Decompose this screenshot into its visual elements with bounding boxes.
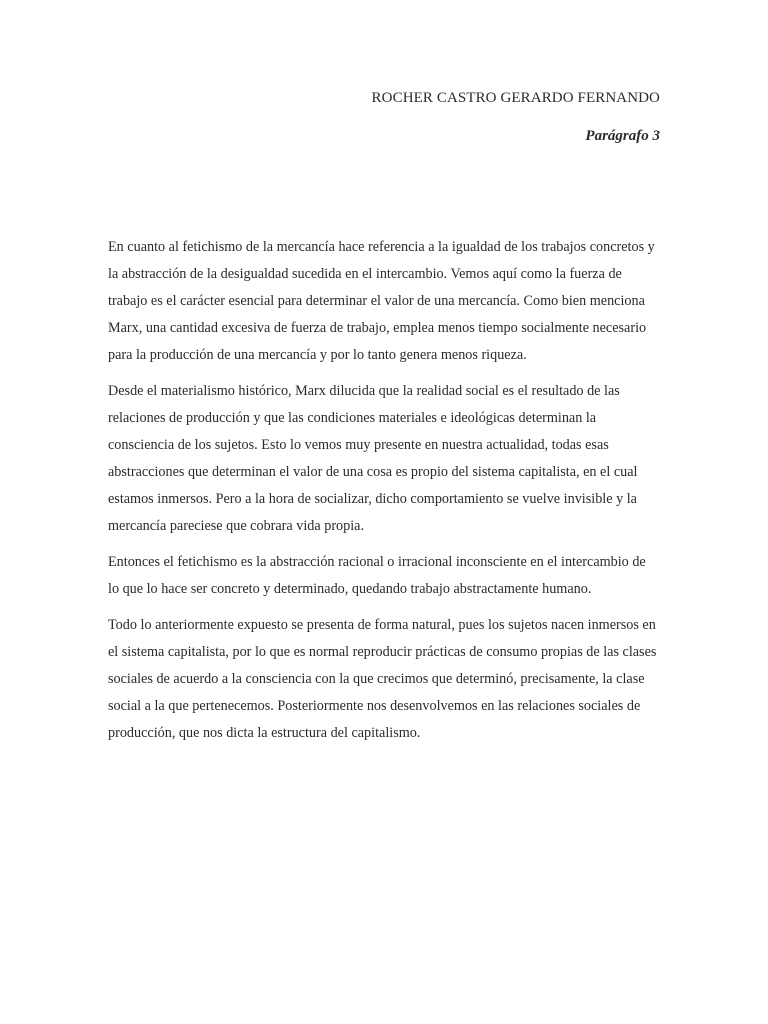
paragraph-1: En cuanto al fetichismo de la mercancía hace referencia a la igualdad de los trabajos concretos y la abstracción de la desigualdad sucedida en el intercambio. Vemos aquí como la fuerza de trabajo es el carácter esencial para determinar el valor de una mercancía. Como bien menciona Marx, una cantidad excesiva de fuerza de trabajo, emplea menos tiempo socialmente necesario para la producción de una mercancía y por lo tanto genera menos riqueza.	[108, 239, 655, 363]
paragraph-3: Entonces el fetichismo es la abstracción racional o irracional inconsciente en el intercambio de lo que lo hace ser concreto y determinado, quedando trabajo abstractamente humano.	[108, 554, 646, 597]
author-name: ROCHER CASTRO GERARDO FERNANDO	[371, 90, 660, 106]
paragraph-2: Desde el materialismo histórico, Marx dilucida que la realidad social es el resultado de las relaciones de producción y que las condiciones materiales e ideológicas determinan la consciencia de los sujetos. Esto lo vemos muy presente en nuestra actualidad, todas esas abstracciones que determinan el valor de una cosa es propio del sistema capitalista, en el cual estamos inmersos. Pero a la hora de socializar, dicho comportamiento se vuelve invisible y la mercancía pareciese que cobrara vida propia.	[108, 383, 638, 534]
document-body	[108, 234, 660, 756]
paragraph-4: Todo lo anteriormente expuesto se presenta de forma natural, pues los sujetos nacen inmersos en el sistema capitalista, por lo que es normal reproducir prácticas de consumo propias de las clases sociales de acuerdo a la consciencia con la que crecimos que determinó, precisamente, la clase social a la que pertenecemos. Posteriormente nos desenvolvemos en las relaciones sociales de producción, que nos dicta la estructura del capitalismo.	[108, 617, 657, 741]
section-title: Parágrafo 3	[585, 128, 660, 144]
